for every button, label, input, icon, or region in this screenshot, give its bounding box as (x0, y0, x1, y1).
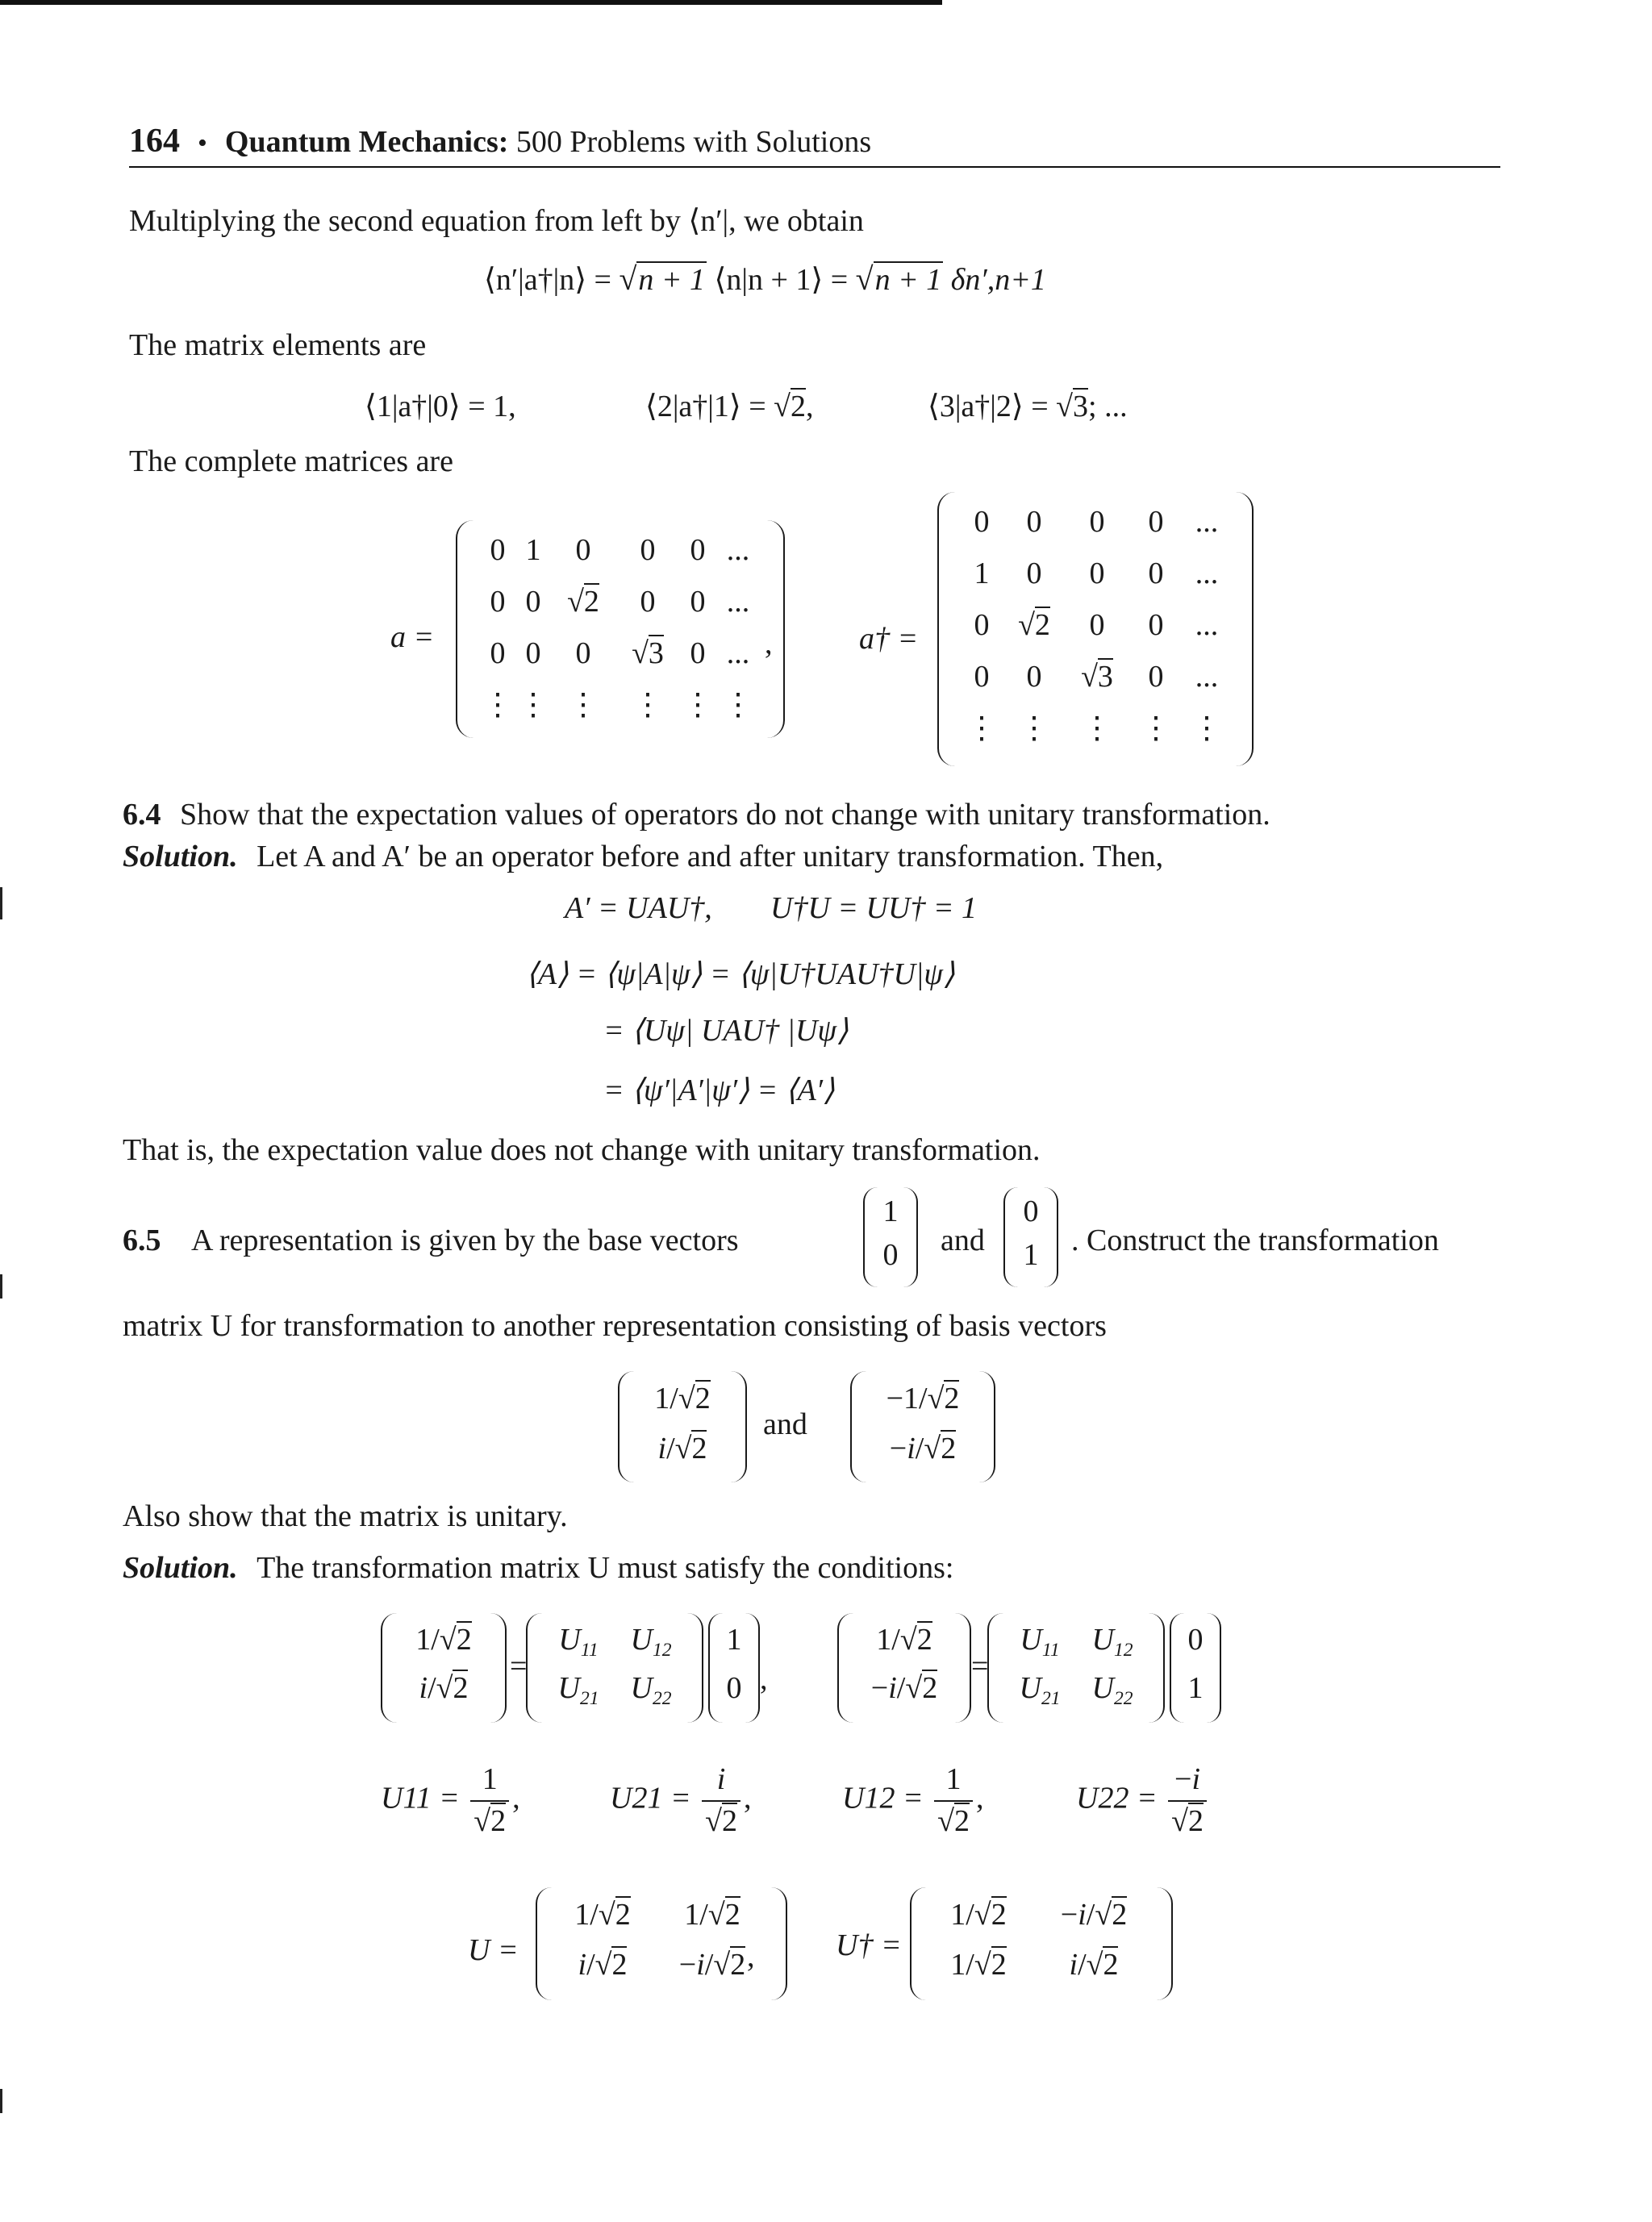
problem-statement: Show that the expectation values of operators do not change with unitary transformation. (180, 798, 1270, 832)
running-header (129, 121, 1500, 163)
and-text: and (941, 1224, 985, 1257)
scan-mark (0, 887, 2, 919)
adag-label: a† = (859, 622, 919, 656)
problem-statement-a: A representation is given by the base vectors (191, 1224, 739, 1257)
condition-1-vector: 1 0 (708, 1613, 760, 1723)
matrix-elements-label: The matrix elements are (129, 328, 427, 362)
solution-label: Solution. (123, 840, 238, 873)
condition-2-lhs: 1/√2 −i/√2 (837, 1613, 971, 1723)
u11-label: U11 = (381, 1781, 460, 1816)
complete-matrices-label: The complete matrices are (129, 444, 453, 478)
and-text: and (763, 1407, 807, 1441)
matrix-U: 1/√2 1/√2 i/√2 −i/√2 (536, 1887, 787, 2000)
matrix-U-dagger: 1/√2 −i/√2 1/√2 i/√2 (910, 1887, 1173, 2000)
me2-label: ⟨2|a†|1⟩ = (645, 390, 766, 423)
u22-label: U22 = (1076, 1781, 1158, 1816)
problem-6-4 (123, 797, 1270, 834)
u12-value: U12 = $\frac{1}{√2}$ , (842, 1761, 983, 1840)
matrix-a-dagger: 0 0 0 0 ... 1 0 0 0 ... 0 √2 0 0 ... 0 0 √3 0 ... ⋮ ⋮ ⋮ ⋮ ⋮ (937, 492, 1254, 766)
sqrt-n-plus-1: √n + 1 (855, 261, 942, 297)
solution-6-5 (123, 1550, 953, 1587)
header-bullet: • (198, 128, 207, 158)
scan-top-rule (0, 0, 942, 5)
eq-expectation-2: = ⟨Uψ| UAU† |Uψ⟩ (603, 1014, 849, 1048)
matrix-element-3: ⟨3|a†|2⟩ = √3; ... (928, 390, 1128, 423)
unitary-text: Also show that the matrix is unitary. (123, 1499, 568, 1533)
solution-text: Let A and A′ be an operator before and after unitary transformation. Then, (257, 840, 1164, 873)
base-vector-2: 0 1 (1003, 1187, 1058, 1287)
me3-label: ⟨3|a†|2⟩ = (928, 390, 1049, 423)
intro-line: Multiplying the second equation from left by ⟨n′|, we obtain (129, 204, 864, 238)
solution-6-4 (123, 839, 1163, 876)
new-basis-vector-2: −1/√2 −i/√2 (850, 1371, 995, 1482)
problem-6-5-number (123, 1223, 739, 1260)
a-label: a = (390, 620, 435, 654)
equation-adag-matrix-element (484, 260, 1046, 299)
rad-arg: n + 1 (638, 263, 706, 297)
u11-value: U11 = $\frac{1}{√2}$ , (381, 1761, 520, 1840)
eq-expectation-3: = ⟨ψ′|A′|ψ′⟩ = ⟨A′⟩ (603, 1073, 835, 1107)
conclusion-6-4: That is, the expectation value does not change with unitary transformation. (123, 1133, 1041, 1167)
scan-mark (0, 1274, 2, 1299)
eq-unitary-def: A′ = UAU†, (565, 891, 712, 925)
new-basis-vector-1: 1/√2 i/√2 (618, 1371, 747, 1482)
condition-1-U: $U_{11}$ $U_{12}$ $U_{21}$ $U_{22}$ (526, 1613, 703, 1723)
page-number: 164 (129, 123, 180, 160)
condition-2-vector: 0 1 (1170, 1613, 1221, 1723)
eq-mid: ⟨n|n + 1⟩ = (714, 263, 849, 297)
matrix-element-1: ⟨1|a†|0⟩ = 1, (365, 390, 516, 423)
eq-expectation-1: ⟨A⟩ = ⟨ψ|A|ψ⟩ = ⟨ψ|U†UAU†U|ψ⟩ (526, 957, 955, 991)
book-title: Quantum Mechanics: (224, 125, 509, 159)
u12-label: U12 = (842, 1781, 924, 1816)
sqrt-n-plus-1: √n + 1 (619, 261, 706, 297)
u21-value: U21 = $\frac{i}{√2}$ , (610, 1761, 751, 1840)
book-subtitle: 500 Problems with Solutions (515, 125, 872, 159)
u21-label: U21 = (610, 1781, 691, 1816)
matrix-a: 0 1 0 0 0 ... 0 0 √2 0 0 ... 0 0 0 √3 0 ... ⋮ ⋮ ⋮ ⋮ ⋮ ⋮ (456, 520, 785, 738)
U-label: U = (468, 1933, 519, 1967)
me3-tail: ; ... (1088, 390, 1128, 423)
solution-label: Solution. (123, 1551, 238, 1585)
scan-mark (0, 2089, 2, 2113)
eq-lhs: ⟨n′|a†|n⟩ = (484, 263, 611, 297)
condition-2-U: $U_{11}$ $U_{12}$ $U_{21}$ $U_{22}$ (987, 1613, 1165, 1723)
base-vector-1: 1 0 (863, 1187, 918, 1287)
problem-statement-c: matrix U for transformation to another representation consisting of basis vectors (123, 1309, 1107, 1343)
problem-number: 6.5 (123, 1224, 161, 1257)
kronecker-delta: δn′,n+1 (950, 263, 1046, 297)
solution-text: The transformation matrix U must satisfy the conditions: (257, 1551, 954, 1585)
condition-1-lhs: 1/√2 i/√2 (381, 1613, 507, 1723)
rad-arg: n + 1 (874, 263, 942, 297)
Udag-label: U† = (836, 1928, 902, 1962)
problem-number: 6.4 (123, 798, 161, 832)
problem-statement-b: . Construct the transformation (1071, 1224, 1439, 1257)
matrix-element-2: ⟨2|a†|1⟩ = √2, (645, 390, 814, 423)
u22-value: U22 = $\frac{-i}{√2}$ (1076, 1761, 1210, 1840)
header-rule (129, 166, 1500, 168)
eq-unitary-cond: U†U = UU† = 1 (770, 891, 978, 925)
